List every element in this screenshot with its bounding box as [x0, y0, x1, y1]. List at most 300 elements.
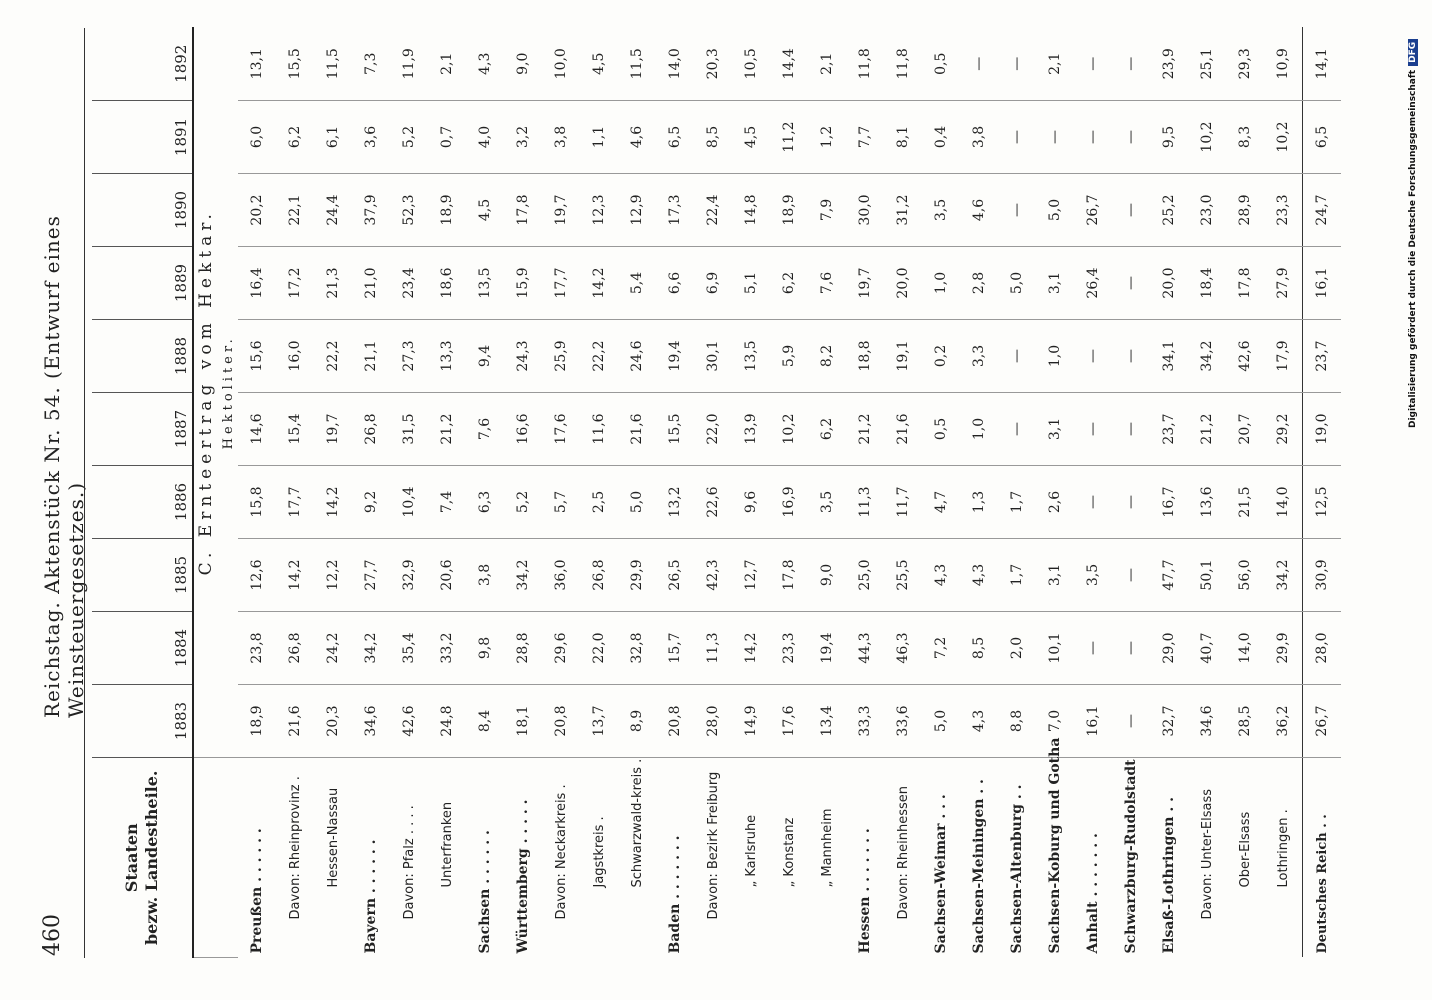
table-cell: 29,3: [1226, 28, 1264, 101]
table-cell: 12,7: [732, 539, 770, 612]
table-cell: 6,5: [1303, 101, 1342, 174]
row-label: Sachsen-Meiningen . .: [971, 779, 987, 954]
table-cell: 17,2: [276, 247, 314, 320]
year-header: 1884: [92, 612, 193, 685]
table-cell: 26,8: [276, 612, 314, 685]
table-cell: 15,9: [504, 247, 542, 320]
table-cell: 3,5: [808, 466, 846, 539]
table-cell: 20,3: [694, 28, 732, 101]
table-cell: 11,7: [884, 466, 922, 539]
table-cell: 21,0: [352, 247, 390, 320]
table-cell: 6,0: [238, 101, 276, 174]
table-cell: 56,0: [1226, 539, 1264, 612]
table-cell: 10,9: [1264, 28, 1303, 101]
table-cell: 9,5: [1150, 101, 1188, 174]
row-label: Bayern . . . . . .: [363, 839, 379, 954]
table-cell: 10,2: [1264, 101, 1303, 174]
table-cell: —: [1112, 101, 1150, 174]
table-cell: 13,2: [656, 466, 694, 539]
table-row: [428, 28, 466, 958]
table-cell: 10,2: [770, 393, 808, 466]
row-label: Hessen . . . . . . .: [857, 828, 873, 954]
table-cell: 3,2: [504, 101, 542, 174]
table-cell: 35,4: [390, 612, 428, 685]
table-cell: 17,7: [276, 466, 314, 539]
table-cell: 28,9: [1226, 174, 1264, 247]
table-cell: 30,9: [1303, 539, 1342, 612]
table-cell: 50,1: [1188, 539, 1226, 612]
table-cell: 3,3: [960, 320, 998, 393]
table-cell: 17,3: [656, 174, 694, 247]
table-cell: 30,0: [846, 174, 884, 247]
table-cell: 14,2: [276, 539, 314, 612]
table-cell: 22,6: [694, 466, 732, 539]
table-cell: 25,0: [846, 539, 884, 612]
table-cell: 3,6: [352, 101, 390, 174]
table-cell: 3,1: [1036, 539, 1074, 612]
table-cell: 2,8: [960, 247, 998, 320]
table-cell: 15,8: [238, 466, 276, 539]
table-cell: 12,2: [314, 539, 352, 612]
table-cell: 20,2: [238, 174, 276, 247]
table-cell: 42,3: [694, 539, 732, 612]
table-row: [618, 28, 656, 958]
table-cell: 5,0: [1036, 174, 1074, 247]
table-row: [1036, 28, 1074, 958]
table-cell: —: [1036, 101, 1074, 174]
table-cell: 34,6: [352, 685, 390, 758]
table-cell: 8,5: [960, 612, 998, 685]
table-cell: 4,6: [618, 101, 656, 174]
table-cell: 23,8: [238, 612, 276, 685]
table-cell: —: [998, 28, 1036, 101]
table-cell: 29,2: [1264, 393, 1303, 466]
table-cell: 25,2: [1150, 174, 1188, 247]
table-cell: 5,2: [390, 101, 428, 174]
table-cell: 4,6: [960, 174, 998, 247]
table-row: [732, 28, 770, 958]
table-cell: 24,2: [314, 612, 352, 685]
table-cell: —: [1074, 101, 1112, 174]
table-cell: 3,5: [1074, 539, 1112, 612]
table-cell: 6,1: [314, 101, 352, 174]
table-cell: 22,0: [580, 612, 618, 685]
table-cell: 23,4: [390, 247, 428, 320]
table-cell: 2,1: [808, 28, 846, 101]
table-cell: 23,9: [1150, 28, 1188, 101]
table-row: [998, 28, 1036, 958]
table-cell: 17,8: [770, 539, 808, 612]
row-label: Unterfranken: [439, 801, 455, 888]
table-cell: 19,7: [846, 247, 884, 320]
table-cell: 23,7: [1150, 393, 1188, 466]
year-header: 1885: [92, 539, 193, 612]
table-row: [504, 28, 542, 958]
table-cell: 33,2: [428, 612, 466, 685]
table-cell: 22,4: [694, 174, 732, 247]
table-cell: 5,1: [732, 247, 770, 320]
table-cell: 7,6: [808, 247, 846, 320]
table-cell: 7,3: [352, 28, 390, 101]
table-cell: 3,8: [542, 101, 580, 174]
table-cell: 9,4: [466, 320, 504, 393]
row-label: Elsaß-Lothringen . .: [1161, 797, 1177, 954]
table-cell: 16,1: [1074, 685, 1112, 758]
table-cell: 1,2: [808, 101, 846, 174]
table-cell: 26,8: [352, 393, 390, 466]
table-cell: 20,3: [314, 685, 352, 758]
table-cell: 10,0: [542, 28, 580, 101]
table-cell: 0,4: [922, 101, 960, 174]
table-cell: 5,0: [618, 466, 656, 539]
table-cell: 14,1: [1303, 28, 1342, 101]
table-cell: 28,0: [694, 685, 732, 758]
unit-row: [218, 28, 238, 958]
table-cell: 32,9: [390, 539, 428, 612]
table-cell: 19,4: [808, 612, 846, 685]
table-cell: 3,8: [466, 539, 504, 612]
table-cell: —: [1074, 320, 1112, 393]
table-row: [1074, 28, 1112, 958]
table-cell: 6,6: [656, 247, 694, 320]
table-cell: 23,7: [1303, 320, 1342, 393]
table-cell: 32,8: [618, 612, 656, 685]
table-cell: 34,2: [504, 539, 542, 612]
table-cell: 12,3: [580, 174, 618, 247]
table-cell: —: [1112, 466, 1150, 539]
row-label: Sachsen . . . . . .: [477, 830, 493, 954]
table-cell: 28,5: [1226, 685, 1264, 758]
table-cell: 42,6: [1226, 320, 1264, 393]
unit-label: Hektoliter.: [218, 28, 238, 758]
row-label: Deutsches Reich . .: [1303, 758, 1342, 958]
table-cell: 42,6: [390, 685, 428, 758]
table-cell: 3,8: [960, 101, 998, 174]
table-cell: 4,5: [580, 28, 618, 101]
table-cell: 29,9: [1264, 612, 1303, 685]
table-cell: 36,0: [542, 539, 580, 612]
table-cell: 14,2: [580, 247, 618, 320]
table-cell: 26,8: [580, 539, 618, 612]
table-cell: 19,7: [542, 174, 580, 247]
table-cell: 20,0: [1150, 247, 1188, 320]
table-cell: 20,8: [656, 685, 694, 758]
table-cell: 21,6: [618, 393, 656, 466]
table-cell: 11,5: [618, 28, 656, 101]
table-cell: 4,3: [960, 685, 998, 758]
table-cell: 15,4: [276, 393, 314, 466]
table-cell: 5,9: [770, 320, 808, 393]
dfg-logo: DFG: [1408, 39, 1418, 66]
table-row: [238, 28, 276, 958]
row-label: Schwarzwald-kreis .: [629, 758, 645, 888]
table-cell: 34,2: [352, 612, 390, 685]
row-label: Davon: Unter-Elsass: [1199, 788, 1215, 920]
table-row: [352, 28, 390, 958]
table-cell: 5,0: [998, 247, 1036, 320]
table-cell: 2,1: [1036, 28, 1074, 101]
table-cell: 13,5: [732, 320, 770, 393]
table-cell: 33,6: [884, 685, 922, 758]
table-cell: 21,3: [314, 247, 352, 320]
table-cell: 8,1: [884, 101, 922, 174]
table-cell: 9,6: [732, 466, 770, 539]
table-cell: 26,7: [1074, 174, 1112, 247]
table-cell: —: [1112, 393, 1150, 466]
table-row: [1303, 28, 1342, 958]
table-cell: —: [1112, 539, 1150, 612]
year-header: 1890: [92, 174, 193, 247]
table-row: [466, 28, 504, 958]
table-cell: 26,5: [656, 539, 694, 612]
table-cell: 22,2: [314, 320, 352, 393]
table-cell: 13,6: [1188, 466, 1226, 539]
table-cell: 27,3: [390, 320, 428, 393]
table-row: [694, 28, 732, 958]
table-cell: 7,2: [922, 612, 960, 685]
table-cell: 20,6: [428, 539, 466, 612]
table-cell: 0,7: [428, 101, 466, 174]
table-cell: 19,7: [314, 393, 352, 466]
row-label: Lothringen .: [1275, 809, 1291, 888]
table-cell: 5,0: [922, 685, 960, 758]
table-cell: 4,7: [922, 466, 960, 539]
table-cell: 14,9: [732, 685, 770, 758]
year-header: 1886: [92, 466, 193, 539]
table-cell: 1,3: [960, 466, 998, 539]
table-cell: 11,2: [770, 101, 808, 174]
table-cell: 18,8: [846, 320, 884, 393]
table-cell: 14,0: [656, 28, 694, 101]
table-cell: 21,6: [884, 393, 922, 466]
table-row: [846, 28, 884, 958]
table-cell: 21,1: [352, 320, 390, 393]
table-cell: 2,0: [998, 612, 1036, 685]
table-cell: —: [1112, 685, 1150, 758]
table-cell: 11,3: [694, 612, 732, 685]
table-cell: 17,7: [542, 247, 580, 320]
table-cell: 6,5: [656, 101, 694, 174]
table-cell: 20,8: [542, 685, 580, 758]
table-cell: 4,5: [466, 174, 504, 247]
table-cell: 18,9: [238, 685, 276, 758]
year-header: 1887: [92, 393, 193, 466]
table-cell: 7,6: [466, 393, 504, 466]
table-cell: 10,1: [1036, 612, 1074, 685]
table-cell: 2,1: [428, 28, 466, 101]
table-cell: 25,5: [884, 539, 922, 612]
table-cell: 13,9: [732, 393, 770, 466]
table-cell: 34,2: [1188, 320, 1226, 393]
table-cell: 12,9: [618, 174, 656, 247]
table-cell: 16,1: [1303, 247, 1342, 320]
table-cell: 9,0: [808, 539, 846, 612]
table-cell: 31,2: [884, 174, 922, 247]
table-cell: 0,5: [922, 28, 960, 101]
table-cell: 9,0: [504, 28, 542, 101]
table-cell: 40,7: [1188, 612, 1226, 685]
table-cell: 23,3: [1264, 174, 1303, 247]
table-cell: 18,1: [504, 685, 542, 758]
table-cell: 4,3: [922, 539, 960, 612]
table-cell: 7,0: [1036, 685, 1074, 758]
table-cell: 23,3: [770, 612, 808, 685]
table-cell: 15,7: [656, 612, 694, 685]
table-cell: —: [1112, 612, 1150, 685]
table-cell: 16,4: [238, 247, 276, 320]
table-cell: 15,6: [238, 320, 276, 393]
table-cell: 13,1: [238, 28, 276, 101]
table-row: [656, 28, 694, 958]
table-cell: 11,8: [846, 28, 884, 101]
table-cell: 11,9: [390, 28, 428, 101]
table-cell: 7,7: [846, 101, 884, 174]
table-cell: 12,6: [238, 539, 276, 612]
table-cell: 25,1: [1188, 28, 1226, 101]
table-cell: 20,7: [1226, 393, 1264, 466]
year-header: 1888: [92, 320, 193, 393]
row-label: Sachsen-Altenburg . .: [1009, 784, 1025, 954]
table-cell: 14,8: [732, 174, 770, 247]
table-cell: 25,9: [542, 320, 580, 393]
table-cell: 14,2: [732, 612, 770, 685]
table-cell: 22,1: [276, 174, 314, 247]
year-header-row: [92, 28, 193, 958]
table-cell: 34,2: [1264, 539, 1303, 612]
state-column-header: [92, 758, 193, 958]
table-cell: —: [998, 393, 1036, 466]
table-cell: 11,3: [846, 466, 884, 539]
state-header-line-2: bezw. Landestheile.: [142, 770, 161, 945]
table-cell: 27,9: [1264, 247, 1303, 320]
table-cell: 16,6: [504, 393, 542, 466]
table-cell: 14,0: [1226, 612, 1264, 685]
table-cell: 16,9: [770, 466, 808, 539]
table-cell: —: [1074, 28, 1112, 101]
row-label: Davon: Rheinhessen: [895, 785, 911, 920]
table-cell: 29,6: [542, 612, 580, 685]
table-cell: 8,5: [694, 101, 732, 174]
running-title: Reichstag. Aktenstück Nr. 54. (Entwurf eines Weinsteuergesetzes.): [40, 215, 88, 718]
table-cell: 33,3: [846, 685, 884, 758]
table-row: [808, 28, 846, 958]
table-cell: 5,7: [542, 466, 580, 539]
table-row: [390, 28, 428, 958]
table-row: [314, 28, 352, 958]
table-cell: 1,0: [1036, 320, 1074, 393]
table-cell: 15,5: [656, 393, 694, 466]
year-header: 1891: [92, 101, 193, 174]
row-label: „ Mannheim: [819, 808, 835, 888]
table-row: [1112, 28, 1150, 958]
table-cell: —: [960, 28, 998, 101]
table-row: [922, 28, 960, 958]
table-cell: 10,4: [390, 466, 428, 539]
table-cell: —: [998, 101, 1036, 174]
row-label: „ Konstanz: [781, 817, 797, 888]
table-cell: 16,7: [1150, 466, 1188, 539]
row-label: Schwarzburg-Rudolstadt: [1123, 759, 1139, 954]
table-cell: 7,4: [428, 466, 466, 539]
row-label: Anhalt . . . . . . .: [1085, 833, 1101, 954]
table-cell: 21,2: [428, 393, 466, 466]
table-cell: 2,5: [580, 466, 618, 539]
row-label: Sachsen-Koburg und Gotha: [1047, 737, 1063, 954]
table-cell: 14,0: [1264, 466, 1303, 539]
table-cell: 3,5: [922, 174, 960, 247]
table-cell: 3,1: [1036, 393, 1074, 466]
table-row: [580, 28, 618, 958]
table-cell: 44,3: [846, 612, 884, 685]
wine-yield-table: [92, 28, 1341, 959]
table-cell: 17,8: [1226, 247, 1264, 320]
row-label: Jagstkreis .: [591, 816, 607, 888]
table-cell: 21,5: [1226, 466, 1264, 539]
table-cell: 10,5: [732, 28, 770, 101]
table-cell: —: [1112, 28, 1150, 101]
table-cell: 18,9: [770, 174, 808, 247]
table-cell: 4,0: [466, 101, 504, 174]
table-cell: 7,9: [808, 174, 846, 247]
table-cell: 21,2: [846, 393, 884, 466]
table-cell: 24,3: [504, 320, 542, 393]
table-cell: 6,9: [694, 247, 732, 320]
year-header: 1889: [92, 247, 193, 320]
row-label: Davon: Neckarkreis .: [553, 784, 569, 920]
section-title: C. Ernteertrag vom Hektar.: [193, 28, 218, 758]
table-cell: 21,6: [276, 685, 314, 758]
table-cell: 3,1: [1036, 247, 1074, 320]
table-cell: 13,5: [466, 247, 504, 320]
table-cell: 21,2: [1188, 393, 1226, 466]
table-cell: —: [1074, 466, 1112, 539]
table-cell: 24,6: [618, 320, 656, 393]
table-cell: 22,0: [694, 393, 732, 466]
dfg-watermark: [1408, 8, 1432, 428]
table-cell: 11,6: [580, 393, 618, 466]
table-row: [1150, 28, 1188, 958]
row-label: Davon: Bezirk Freiburg: [705, 771, 721, 920]
table-cell: 1,0: [922, 247, 960, 320]
row-label: Hessen-Nassau: [325, 787, 341, 888]
table-cell: 8,3: [1226, 101, 1264, 174]
table-cell: 0,2: [922, 320, 960, 393]
table-cell: —: [998, 320, 1036, 393]
table-cell: 36,2: [1264, 685, 1303, 758]
table-cell: 34,1: [1150, 320, 1188, 393]
table-cell: 31,5: [390, 393, 428, 466]
table-cell: 20,0: [884, 247, 922, 320]
table-cell: 5,2: [504, 466, 542, 539]
table-row: [1226, 28, 1264, 958]
table-cell: 9,8: [466, 612, 504, 685]
table-cell: —: [1074, 393, 1112, 466]
table-cell: 6,2: [770, 247, 808, 320]
page-number: 460: [40, 914, 65, 956]
row-label: Preußen . . . . . .: [249, 828, 265, 954]
table-row: [960, 28, 998, 958]
table-cell: 8,9: [618, 685, 656, 758]
page-header: [30, 28, 90, 958]
table-cell: 1,7: [998, 466, 1036, 539]
table-cell: 29,9: [618, 539, 656, 612]
table-cell: 8,4: [466, 685, 504, 758]
section-title-row: [193, 28, 218, 958]
header-rule: [84, 28, 85, 958]
table-cell: 19,4: [656, 320, 694, 393]
table-cell: 28,8: [504, 612, 542, 685]
table-row: [1264, 28, 1303, 958]
